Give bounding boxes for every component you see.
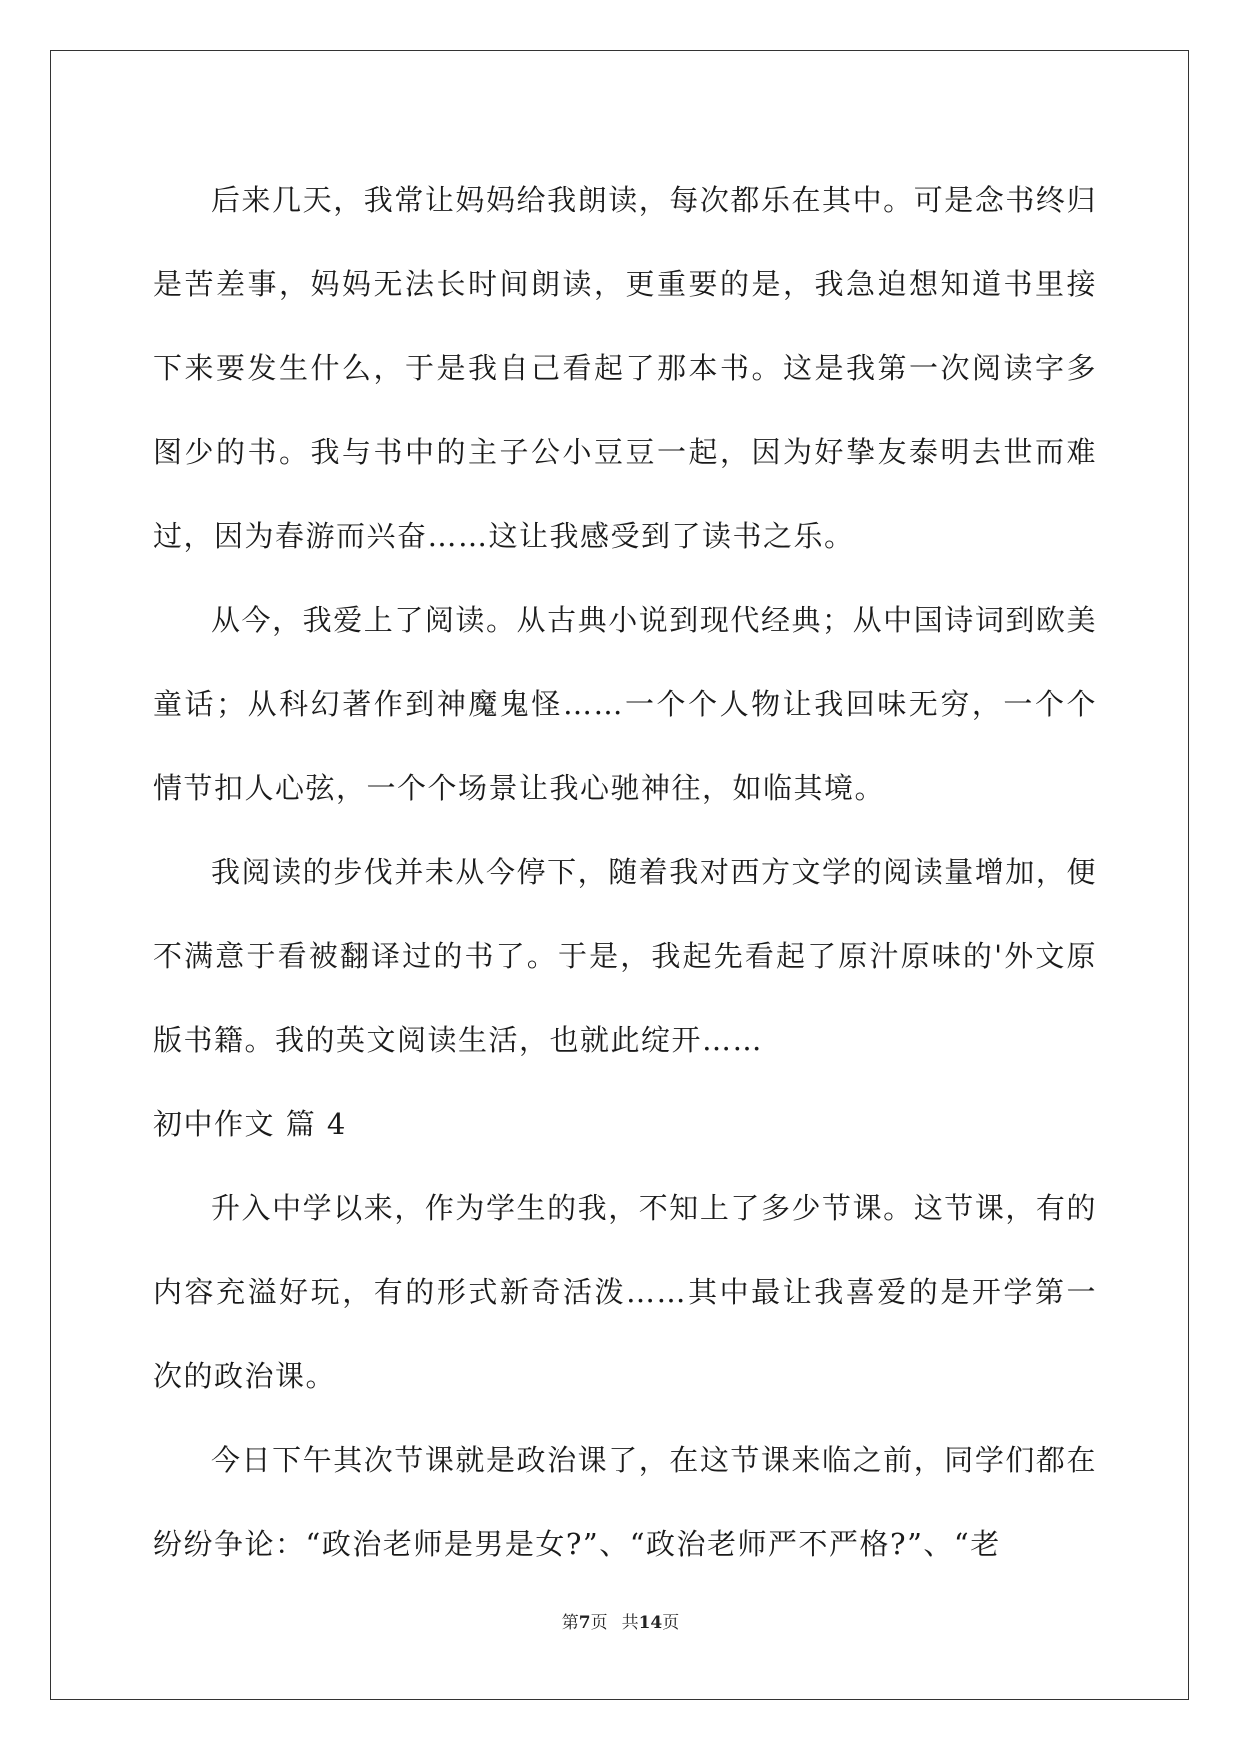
page-suffix: 页	[590, 1613, 608, 1633]
page-number: 7	[578, 1613, 591, 1633]
paragraph-3: 我阅读的步伐并未从今停下，随着我对西方文学的阅读量增加，便不满意于看被翻译过的书了。于是，我起先看起了原汁原味的'外文原版书籍。我的英文阅读生活，也就此绽开……	[153, 855, 1097, 1057]
paragraph-5: 今日下午其次节课就是政治课了，在这节课来临之前，同学们都在纷纷争论：“政治老师是男是女?”、“政治老师严不严格?”、“老	[153, 1443, 1097, 1561]
total-prefix: 共	[621, 1613, 639, 1633]
total-pages: 14	[638, 1613, 663, 1633]
paragraph-2: 从今，我爱上了阅读。从古典小说到现代经典；从中国诗词到欧美童话；从科幻著作到神魔鬼怪……一个个人物让我回味无穷，一个个情节扣人心弦，一个个场景让我心驰神往，如临其境。	[153, 603, 1097, 805]
document-body	[153, 158, 1097, 1586]
page-footer	[0, 1608, 1241, 1633]
total-suffix: 页	[662, 1613, 680, 1633]
paragraph-4: 升入中学以来，作为学生的我，不知上了多少节课。这节课，有的内容充溢好玩，有的形式新奇活泼……其中最让我喜爱的是开学第一次的政治课。	[153, 1191, 1097, 1393]
page-prefix: 第	[561, 1613, 579, 1633]
section-heading: 初中作文 篇 4	[153, 1107, 347, 1141]
paragraph-1: 后来几天，我常让妈妈给我朗读，每次都乐在其中。可是念书终归是苦差事，妈妈无法长时间朗读，更重要的是，我急迫想知道书里接下来要发生什么，于是我自己看起了那本书。这是我第一次阅读字多图少的书。我与书中的主子公小豆豆一起，因为好挚友泰明去世而难过，因为春游而兴奋……这让我感受到了读书之乐。	[153, 183, 1097, 553]
